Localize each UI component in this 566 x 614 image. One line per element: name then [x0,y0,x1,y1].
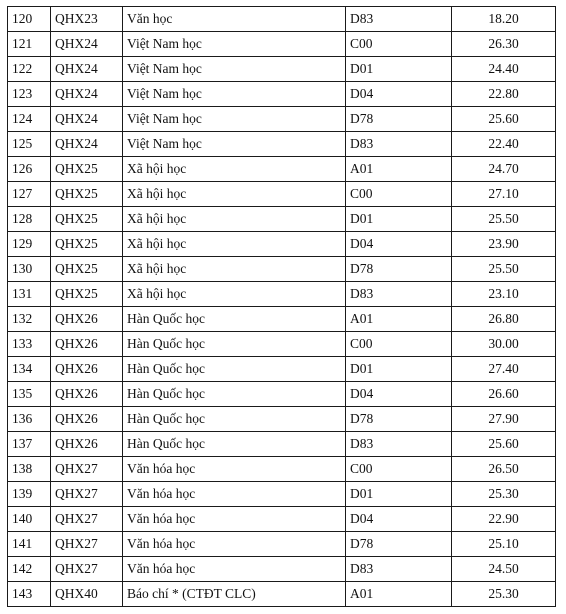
table-row [8,432,556,457]
score-cell: 23.10 [452,282,556,307]
table-row [8,582,556,607]
score-cell: 24.40 [452,57,556,82]
major-code-cell: QHX25 [51,232,123,257]
score-cell: 18.20 [452,7,556,32]
subject-block-cell: D01 [346,207,452,232]
major-code-cell: QHX40 [51,582,123,607]
major-name-cell: Văn hóa học [123,557,346,582]
row-number-cell: 122 [8,57,51,82]
subject-block-cell: D04 [346,382,452,407]
row-number-cell: 136 [8,407,51,432]
row-number-cell: 128 [8,207,51,232]
major-name-cell: Việt Nam học [123,132,346,157]
table-row [8,157,556,182]
major-name-cell: Văn hóa học [123,482,346,507]
score-cell: 24.70 [452,157,556,182]
subject-block-cell: D78 [346,532,452,557]
major-code-cell: QHX25 [51,207,123,232]
table-row [8,7,556,32]
score-cell: 25.60 [452,107,556,132]
subject-block-cell: C00 [346,457,452,482]
table-row [8,82,556,107]
subject-block-cell: D04 [346,232,452,257]
subject-block-cell: A01 [346,307,452,332]
major-name-cell: Văn hóa học [123,532,346,557]
subject-block-cell: A01 [346,157,452,182]
subject-block-cell: D78 [346,407,452,432]
table-row [8,482,556,507]
major-name-cell: Hàn Quốc học [123,307,346,332]
major-code-cell: QHX25 [51,182,123,207]
subject-block-cell: D78 [346,107,452,132]
major-code-cell: QHX25 [51,282,123,307]
row-number-cell: 132 [8,307,51,332]
major-code-cell: QHX24 [51,57,123,82]
major-code-cell: QHX23 [51,7,123,32]
subject-block-cell: D04 [346,507,452,532]
major-name-cell: Văn hóa học [123,457,346,482]
subject-block-cell: D04 [346,82,452,107]
table-row [8,282,556,307]
major-name-cell: Hàn Quốc học [123,332,346,357]
score-cell: 25.30 [452,482,556,507]
major-code-cell: QHX26 [51,407,123,432]
table-row [8,207,556,232]
row-number-cell: 120 [8,7,51,32]
subject-block-cell: D01 [346,482,452,507]
major-code-cell: QHX26 [51,332,123,357]
score-cell: 25.30 [452,582,556,607]
row-number-cell: 139 [8,482,51,507]
row-number-cell: 133 [8,332,51,357]
major-code-cell: QHX24 [51,107,123,132]
row-number-cell: 126 [8,157,51,182]
score-cell: 27.10 [452,182,556,207]
score-cell: 25.10 [452,532,556,557]
subject-block-cell: D78 [346,257,452,282]
score-cell: 27.40 [452,357,556,382]
row-number-cell: 142 [8,557,51,582]
score-cell: 25.50 [452,257,556,282]
row-number-cell: 138 [8,457,51,482]
major-name-cell: Việt Nam học [123,32,346,57]
subject-block-cell: D01 [346,57,452,82]
row-number-cell: 124 [8,107,51,132]
table-row [8,32,556,57]
major-code-cell: QHX26 [51,307,123,332]
row-number-cell: 135 [8,382,51,407]
row-number-cell: 134 [8,357,51,382]
major-name-cell: Hàn Quốc học [123,382,346,407]
subject-block-cell: C00 [346,32,452,57]
score-cell: 26.60 [452,382,556,407]
subject-block-cell: D83 [346,7,452,32]
score-cell: 24.50 [452,557,556,582]
major-name-cell: Hàn Quốc học [123,357,346,382]
subject-block-cell: D83 [346,557,452,582]
major-code-cell: QHX26 [51,382,123,407]
major-name-cell: Văn hóa học [123,507,346,532]
table-row [8,557,556,582]
row-number-cell: 130 [8,257,51,282]
table-row [8,407,556,432]
row-number-cell: 140 [8,507,51,532]
table-row [8,107,556,132]
major-code-cell: QHX26 [51,432,123,457]
score-cell: 22.80 [452,82,556,107]
major-code-cell: QHX25 [51,157,123,182]
score-cell: 25.60 [452,432,556,457]
subject-block-cell: D83 [346,432,452,457]
major-name-cell: Việt Nam học [123,82,346,107]
table-row [8,132,556,157]
score-cell: 25.50 [452,207,556,232]
row-number-cell: 129 [8,232,51,257]
major-name-cell: Việt Nam học [123,107,346,132]
score-cell: 22.40 [452,132,556,157]
score-cell: 26.30 [452,32,556,57]
table-row [8,357,556,382]
subject-block-cell: D83 [346,132,452,157]
score-cell: 27.90 [452,407,556,432]
row-number-cell: 123 [8,82,51,107]
major-code-cell: QHX27 [51,557,123,582]
major-code-cell: QHX27 [51,532,123,557]
major-name-cell: Xã hội học [123,257,346,282]
table-body [8,7,556,607]
table-row [8,257,556,282]
major-code-cell: QHX24 [51,132,123,157]
major-name-cell: Hàn Quốc học [123,407,346,432]
subject-block-cell: A01 [346,582,452,607]
score-cell: 30.00 [452,332,556,357]
score-cell: 23.90 [452,232,556,257]
row-number-cell: 137 [8,432,51,457]
major-name-cell: Báo chí * (CTĐT CLC) [123,582,346,607]
table-row [8,507,556,532]
score-cell: 26.50 [452,457,556,482]
major-name-cell: Hàn Quốc học [123,432,346,457]
table-row [8,457,556,482]
major-name-cell: Xã hội học [123,157,346,182]
table-row [8,182,556,207]
major-code-cell: QHX27 [51,482,123,507]
major-code-cell: QHX27 [51,457,123,482]
admission-scores-table [7,6,556,607]
table-row [8,57,556,82]
row-number-cell: 143 [8,582,51,607]
table-row [8,232,556,257]
row-number-cell: 127 [8,182,51,207]
table-row [8,532,556,557]
major-code-cell: QHX27 [51,507,123,532]
major-name-cell: Xã hội học [123,207,346,232]
major-code-cell: QHX26 [51,357,123,382]
table-row [8,307,556,332]
major-code-cell: QHX25 [51,257,123,282]
major-code-cell: QHX24 [51,32,123,57]
major-name-cell: Xã hội học [123,282,346,307]
subject-block-cell: D01 [346,357,452,382]
score-cell: 22.90 [452,507,556,532]
row-number-cell: 125 [8,132,51,157]
table-row [8,332,556,357]
major-name-cell: Xã hội học [123,232,346,257]
subject-block-cell: D83 [346,282,452,307]
row-number-cell: 131 [8,282,51,307]
table-row [8,382,556,407]
major-name-cell: Xã hội học [123,182,346,207]
major-name-cell: Việt Nam học [123,57,346,82]
score-cell: 26.80 [452,307,556,332]
major-code-cell: QHX24 [51,82,123,107]
row-number-cell: 121 [8,32,51,57]
row-number-cell: 141 [8,532,51,557]
subject-block-cell: C00 [346,332,452,357]
major-name-cell: Văn học [123,7,346,32]
subject-block-cell: C00 [346,182,452,207]
